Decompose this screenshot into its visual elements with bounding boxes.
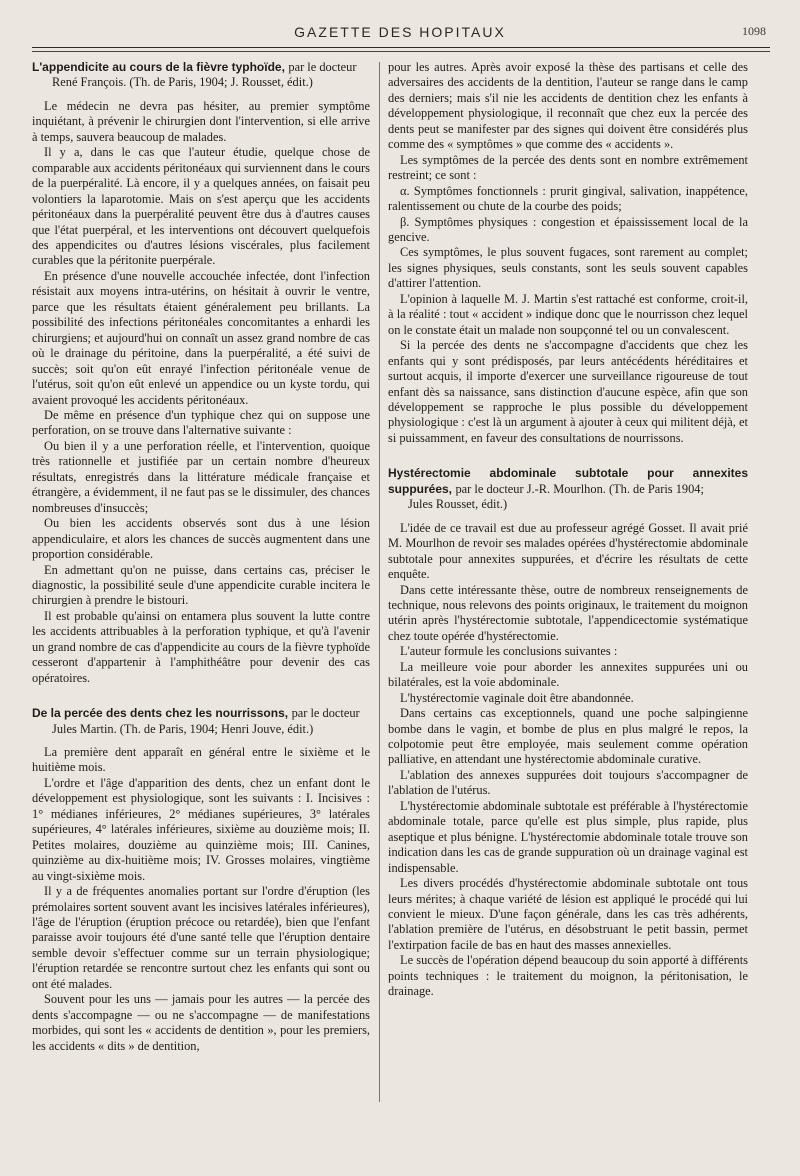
paragraph: L'hystérectomie vaginale doit être abandonnée.: [400, 690, 634, 705]
article-title: Hystérectomie abdominale subtotale pour annexites suppurées,: [388, 466, 748, 496]
right-column: [388, 60, 748, 1000]
paragraph: La meilleure voie pour aborder les annexites suppurées uni ou bilatérales, est la voie abdominale.: [388, 659, 748, 690]
paragraph: Les symptômes de la percée des dents sont en nombre extrêmement restreint; ce sont :: [388, 152, 748, 183]
paragraph: Il est probable qu'ainsi on entamera plus souvent la lutte contre les accidents attribuables à la perforation typhique, et qu'à l'avenir un grand nombre de cas d'appendicite au cours de la fièvre typhoïde cesseront d'appartenir à l'amphithéâtre pour devenir des cas opératoires.: [32, 608, 370, 685]
paragraph: Ou bien les accidents observés sont dus à une lésion appendiculaire, et alors les chances de succès augmentent dans une proportion considérable.: [32, 516, 370, 562]
paragraph: Ou bien il y a une perforation réelle, et l'intervention, quoique très rationnelle et justifiée par un certain nombre d'heureux résultats, enregistrés dans la littérature médicale française et étrangère, a évidemment, il ne faut pas se le dissimuler, des chances nombreuses d'insuccès;: [32, 438, 370, 515]
header-rule: [32, 47, 770, 48]
paragraph: L'opinion à laquelle M. J. Martin s'est rattaché est conforme, croit-il, à la réalité : tout « accident » indique donc que le nourrisson chez lequel on le constate était un malade non soupçonné tel ou un convalescent.: [388, 291, 748, 337]
left-column: [32, 60, 370, 1054]
article-heading-hysterectomie: [388, 466, 748, 512]
paragraph: La première dent apparaît en général entre le sixième et le huitième mois.: [32, 745, 370, 775]
header-rule-thin: [32, 51, 770, 52]
paragraph: Le succès de l'opération dépend beaucoup du soin apporté à différents points techniques : le traitement du moignon, la péritonisation, le drainage.: [388, 953, 748, 999]
paragraph: Les divers procédés d'hystérectomie abdominale subtotale ont tous leurs mérites; à chaque variété de lésion est appliqué le procédé qui lui convient le mieux. D'une façon générale, dans les cas très adhérents, l'ablation première de l'utérus, en désobstruant le petit bassin, permet l'extirpation facile de bas en haut des masses annexielles.: [388, 876, 748, 952]
paragraph: Le médecin ne devra pas hésiter, au premier symptôme inquiétant, à prévenir le chirurgien dont l'intervention, si elle arrive à temps, sauvera beaucoup de malades.: [32, 98, 370, 144]
article-source: Jules Martin. (Th. de Paris, 1904; Henri Jouve, édit.): [52, 721, 314, 736]
paragraph: L'ordre et l'âge d'apparition des dents, chez un enfant dont le développement est physiologique, sont les suivants : I. Incisives : 1° médianes inférieures, 2° médianes supérieures, 3° latérales supérieures, 4° latérales inférieures, sixième au douzième mois; II. Petites molaires, douzième au quinzième mois; III. Canines, quinzième au dix-huitième mois; IV. Grosses molaires, vingtième au vingt-sixième mois.: [32, 775, 370, 883]
paragraph: En admettant qu'on ne puisse, dans certains cas, préciser le diagnostic, la possibilité seule d'une appendicite curable incitera le chirurgien à prendre le bistouri.: [32, 562, 370, 608]
paragraph: De même en présence d'un typhique chez qui on suppose une perforation, on se trouve dans l'alternative suivante :: [32, 407, 370, 438]
paragraph: L'idée de ce travail est due au professeur agrégé Gosset. Il avait prié M. Mourlhon de revoir ses malades opérées d'hystérectomie abdominale subtotale pour annexites suppurées, et d'écrire les résultats de cette enquête.: [388, 520, 748, 582]
paragraph: Souvent pour les uns — jamais pour les autres — la percée des dents s'accompagne — ou ne s'accompagne — de manifestations morbides, qui sont les « accidents de dentition », pour les premiers, les accidents « dits » de dentition,: [32, 992, 370, 1053]
paragraph: En présence d'une nouvelle accouchée infectée, dont l'infection résistait aux moyens intra-utérins, on hésitait à ouvrir le ventre, parce que les résultats étaient généralement peu brillants. La possibilité des infections péritonéales concomitantes a enhardi les chirurgiens; et aujourd'hui on connaît un assez grand nombre de cas où le drainage du péritoine, dans la puerpéralité, a été suivi de succès; soit qu'on eût enrayé l'infection péritonéale venue de l'utérus, soit qu'on eût enlevé un appendice ou un kyste tordu, qui avaient provoqué les accidents péritonéaux.: [32, 268, 370, 407]
article-source: René François. (Th. de Paris, 1904; J. Rousset, édit.): [52, 75, 313, 90]
paragraph: α. Symptômes fonctionnels : prurit gingival, salivation, inappétence, ralentissement ou chute de la courbe des poids;: [388, 183, 748, 214]
paragraph: L'ablation des annexes suppurées doit toujours s'accompagner de l'ablation de l'utérus.: [388, 767, 748, 798]
article-byline: par le docteur: [288, 60, 357, 74]
paragraph: Dans cette intéressante thèse, outre de nombreux renseignements de technique, nous relevons des points originaux, le traitement du moignon utérin après l'hystérectomie subtotale, l'appendicectomie systématique chez toute opérée d'hystérectomie.: [388, 582, 748, 643]
journal-title: GAZETTE DES HOPITAUX: [294, 24, 506, 40]
paragraph: Si la percée des dents ne s'accompagne d'accidents que chez les enfants qui y sont prédisposés, par leurs antécédents héréditaires et surtout acquis, il importe d'exercer une surveillance rigoureuse de tout enfant dès sa naissance, sans distinction d'aucune espèce, afin que son développement se rapproche le plus possible du développement physiologique : c'est là un argument à ajouter à ceux qui militent déjà, et si puissamment, en faveur des consultations de nourrissons.: [388, 338, 748, 445]
paragraph: L'auteur formule les conclusions suivantes :: [400, 644, 618, 659]
page-number: 1098: [742, 24, 766, 38]
article-byline: par le docteur J.-R. Mourlhon. (Th. de Paris 1904;: [455, 481, 704, 496]
paragraph: L'hystérectomie abdominale subtotale est préférable à l'hystérectomie abdominale totale, parce qu'elle est plus simple, plus rapide, plus aseptique et plus bénigne. L'hystérectomie abdominale totale trouve son indication dans les cas de grande suppuration où un drainage vaginal est indispensable.: [388, 798, 748, 875]
paragraph: Dans certains cas exceptionnels, quand une poche salpingienne bombe dans le vagin, et bombe de plus en plus malgré le repos, la colpotomie peut être employée, mais seulement comme opération palliative, en attendant une hystérectomie abdominale curative.: [388, 706, 748, 767]
article-heading-appendicite: [32, 60, 370, 91]
column-divider: [379, 62, 380, 1102]
paragraph: Ces symptômes, le plus souvent fugaces, sont rarement au complet; les signes physiques, seuls constants, sont les seuls souvent capables d'attirer l'attention.: [388, 245, 748, 291]
paragraph: Il y a, dans le cas que l'auteur étudie, quelque chose de comparable aux accidents péritonéaux qui surviennent dans le cours de la puerpéralité. Là encore, il y a quelques années, on faisait peu volontiers la laparotomie. Mais on s'est aperçu que les accidents péritonéaux dans la puerpéralité peuvent être dus à d'autres causes que l'état puerpéral, et les interventions ont découvert quelquefois des appendicites ou d'autres lésions viscérales, plus facilement curables que la péritonite puerpérale.: [32, 145, 370, 268]
article-source: Jules Rousset, édit.): [408, 497, 508, 512]
article-title: L'appendicite au cours de la fièvre typhoïde,: [32, 60, 285, 74]
article-title: De la percée des dents chez les nourrissons,: [32, 706, 289, 721]
article-byline: par le docteur: [291, 706, 360, 721]
running-header: [0, 24, 800, 46]
paragraph: Il y a de fréquentes anomalies portant sur l'ordre d'éruption (les prémolaires sortent souvent avant les incisives latérales inférieures), l'âge de l'éruption (éruption précoce ou retardée), bien que l'enfant paraisse avoir toujours été d'une santé telle que l'éruption dentaire semble devoir s'effectuer comme sur un terrain physiologique; l'éruption retardée se rencontre surtout chez les enfants qui sont ou ont été malades.: [32, 884, 370, 991]
paragraph: β. Symptômes physiques : congestion et épaississement local de la gencive.: [388, 214, 748, 244]
article-heading-dents: [32, 706, 370, 737]
paragraph: pour les autres. Après avoir exposé la thèse des partisans et celle des adversaires des accidents de la dentition, l'auteur se range dans le camp des derniers; mais s'il nie les accidents de dentition chez les enfants à développement physiologique, il reconnaît que chez eux la percée des dents peut se manifester par des signes qui doivent être considérés plus comme des « symptômes » que comme des « accidents ».: [388, 60, 748, 152]
